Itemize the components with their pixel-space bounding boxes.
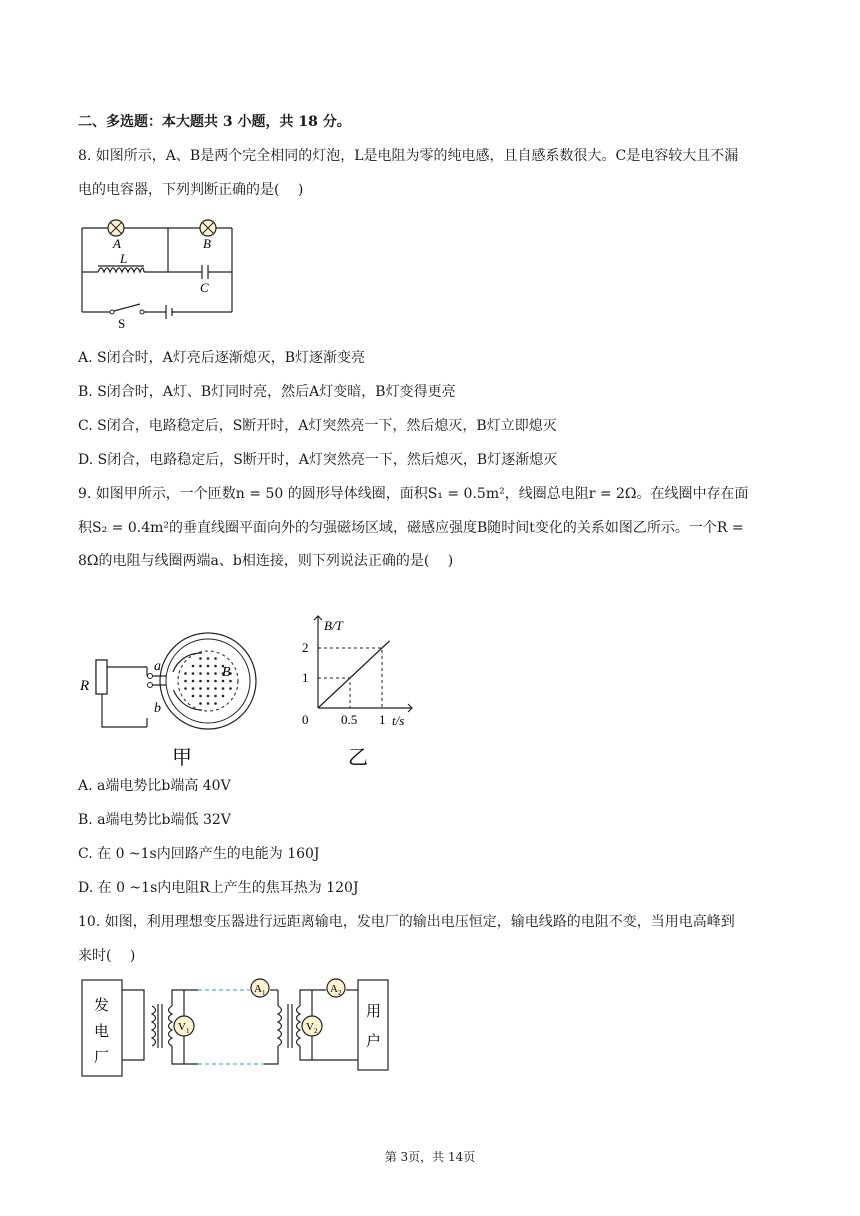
user-char-2: 户: [366, 1034, 382, 1050]
field-dot: [207, 672, 210, 675]
lamp-a: [108, 220, 124, 236]
field-dot: [184, 687, 187, 690]
q8-option-a: A. S闭合时，A灯亮后逐渐熄灭，B灯逐渐变亮: [78, 350, 365, 366]
field-dot: [192, 680, 195, 683]
lamp-b: [200, 220, 216, 236]
svg-text:2: 2: [338, 989, 342, 997]
section-heading: 二、多选题：本大题共 3 小题，共 18 分。: [78, 114, 351, 130]
field-dot: [192, 665, 195, 668]
q9-option-a: A. a端电势比b端高 40V: [78, 778, 231, 794]
origin-label: 0: [302, 712, 309, 727]
xlabel: t/s: [392, 713, 405, 728]
voltmeter-v1: [174, 1016, 194, 1036]
field-dot: [184, 680, 187, 683]
field-dot: [199, 665, 202, 668]
field-dot: [214, 687, 217, 690]
q8-option-b: B. S闭合时，A灯、B灯同时亮，然后A灯变暗，B灯变得更亮: [78, 384, 456, 400]
field-dot: [222, 687, 225, 690]
field-dot: [207, 657, 210, 660]
field-dot: [214, 680, 217, 683]
svg-text:2: 2: [314, 1027, 318, 1035]
q8-stem-line2: 电的电容器，下列判断正确的是( ): [78, 182, 304, 198]
field-dot: [207, 702, 210, 705]
x-tick-label: 0.5: [341, 712, 358, 727]
label-a: A: [113, 236, 121, 251]
field-dot: [184, 672, 187, 675]
field-dot: [214, 657, 217, 660]
label-r: R: [80, 678, 90, 694]
field-dot: [199, 657, 202, 660]
plant-char-2: 电: [94, 1024, 110, 1040]
field-dot: [199, 702, 202, 705]
voltmeter-v2: [302, 1016, 322, 1036]
field-dot: [192, 687, 195, 690]
field-dot: [199, 672, 202, 675]
q9-figure-yi-graph: [296, 612, 426, 770]
field-dot: [222, 695, 225, 698]
q10-transmission-diagram: [78, 974, 394, 1080]
svg-text:A: A: [254, 983, 262, 995]
label-c: C: [200, 280, 209, 295]
caption-jia: 甲: [172, 747, 192, 769]
field-dot: [207, 695, 210, 698]
q10-stem-line1: 10. 如图，利用理想变压器进行远距离输电，发电厂的输出电压恒定，输电线路的电阻不变，当用电高峰到: [78, 914, 735, 930]
svg-text:1: 1: [186, 1027, 190, 1035]
user-char-1: 用: [366, 1004, 382, 1020]
q9-figure-jia: [74, 620, 274, 770]
field-dot: [214, 695, 217, 698]
page-footer: 第 3页，共 14页: [384, 1150, 476, 1164]
caption-yi: 乙: [348, 747, 368, 769]
ammeter-a2: [327, 979, 345, 997]
plant-char-3: 厂: [94, 1050, 110, 1066]
field-dot: [207, 665, 210, 668]
q9-option-c: C. 在 0 ~1s内回路产生的电能为 160J: [78, 846, 320, 862]
label-b: B: [203, 236, 211, 251]
field-dot: [199, 695, 202, 698]
field-dot: [207, 680, 210, 683]
label-terminal-b: b: [154, 701, 161, 716]
q9-stem-line3: 8Ω的电阻与线圈两端a、b相连接，则下列说法正确的是( ): [78, 553, 454, 569]
field-dot: [192, 695, 195, 698]
q8-stem-line1: 8. 如图所示，A、B是两个完全相同的灯泡，L是电阻为零的纯电感，且自感系数很大。C是电容较大且不漏: [78, 148, 739, 164]
field-dot: [229, 687, 232, 690]
b-t-line: [318, 641, 390, 708]
q8-option-d: D. S闭合，电路稳定后，S断开时，A灯突然亮一下，然后熄灭，B灯逐渐熄灭: [78, 452, 558, 468]
field-dot: [199, 687, 202, 690]
field-dot: [222, 680, 225, 683]
label-l: L: [120, 251, 128, 266]
field-dot: [214, 672, 217, 675]
label-field-b: B: [222, 665, 231, 680]
q8-option-c: C. S闭合，电路稳定后，S断开时，A灯突然亮一下，然后熄灭，B灯立即熄灭: [78, 418, 557, 434]
field-dot: [199, 680, 202, 683]
svg-text:V: V: [178, 1021, 186, 1033]
ylabel: B/T: [324, 618, 343, 633]
y-tick-label: 2: [302, 640, 309, 655]
field-dot: [207, 687, 210, 690]
q8-circuit-diagram: [70, 212, 250, 334]
ammeter-a1: [251, 979, 269, 997]
x-tick-label: 1: [379, 712, 386, 727]
q9-option-b: B. a端电势比b端低 32V: [78, 812, 231, 828]
svg-text:1: 1: [262, 989, 266, 997]
plant-char-1: 发: [94, 998, 110, 1014]
user-box: [358, 980, 388, 1070]
q9-stem-line2: 积S₂ = 0.4m²的垂直线圈平面向外的匀强磁场区域，磁感应强度B随时间t变化的关系如图乙所示。一个R =: [78, 520, 744, 536]
label-terminal-a: a: [154, 659, 161, 674]
field-dot: [229, 680, 232, 683]
field-dot: [192, 672, 195, 675]
svg-text:A: A: [330, 983, 338, 995]
svg-text:V: V: [306, 1021, 314, 1033]
q9-stem-line1: 9. 如图甲所示，一个匝数n = 50 的圆形导体线圈，面积S₁ = 0.5m²，线圈总电阻r = 2Ω。在线圈中存在面: [78, 486, 749, 502]
q9-option-d: D. 在 0 ~1s内电阻R上产生的焦耳热为 120J: [78, 880, 359, 896]
field-dot: [214, 702, 217, 705]
y-tick-label: 1: [302, 670, 309, 685]
field-dot: [214, 665, 217, 668]
q10-stem-line2: 来时( ): [78, 948, 136, 964]
label-s: S: [118, 316, 126, 331]
